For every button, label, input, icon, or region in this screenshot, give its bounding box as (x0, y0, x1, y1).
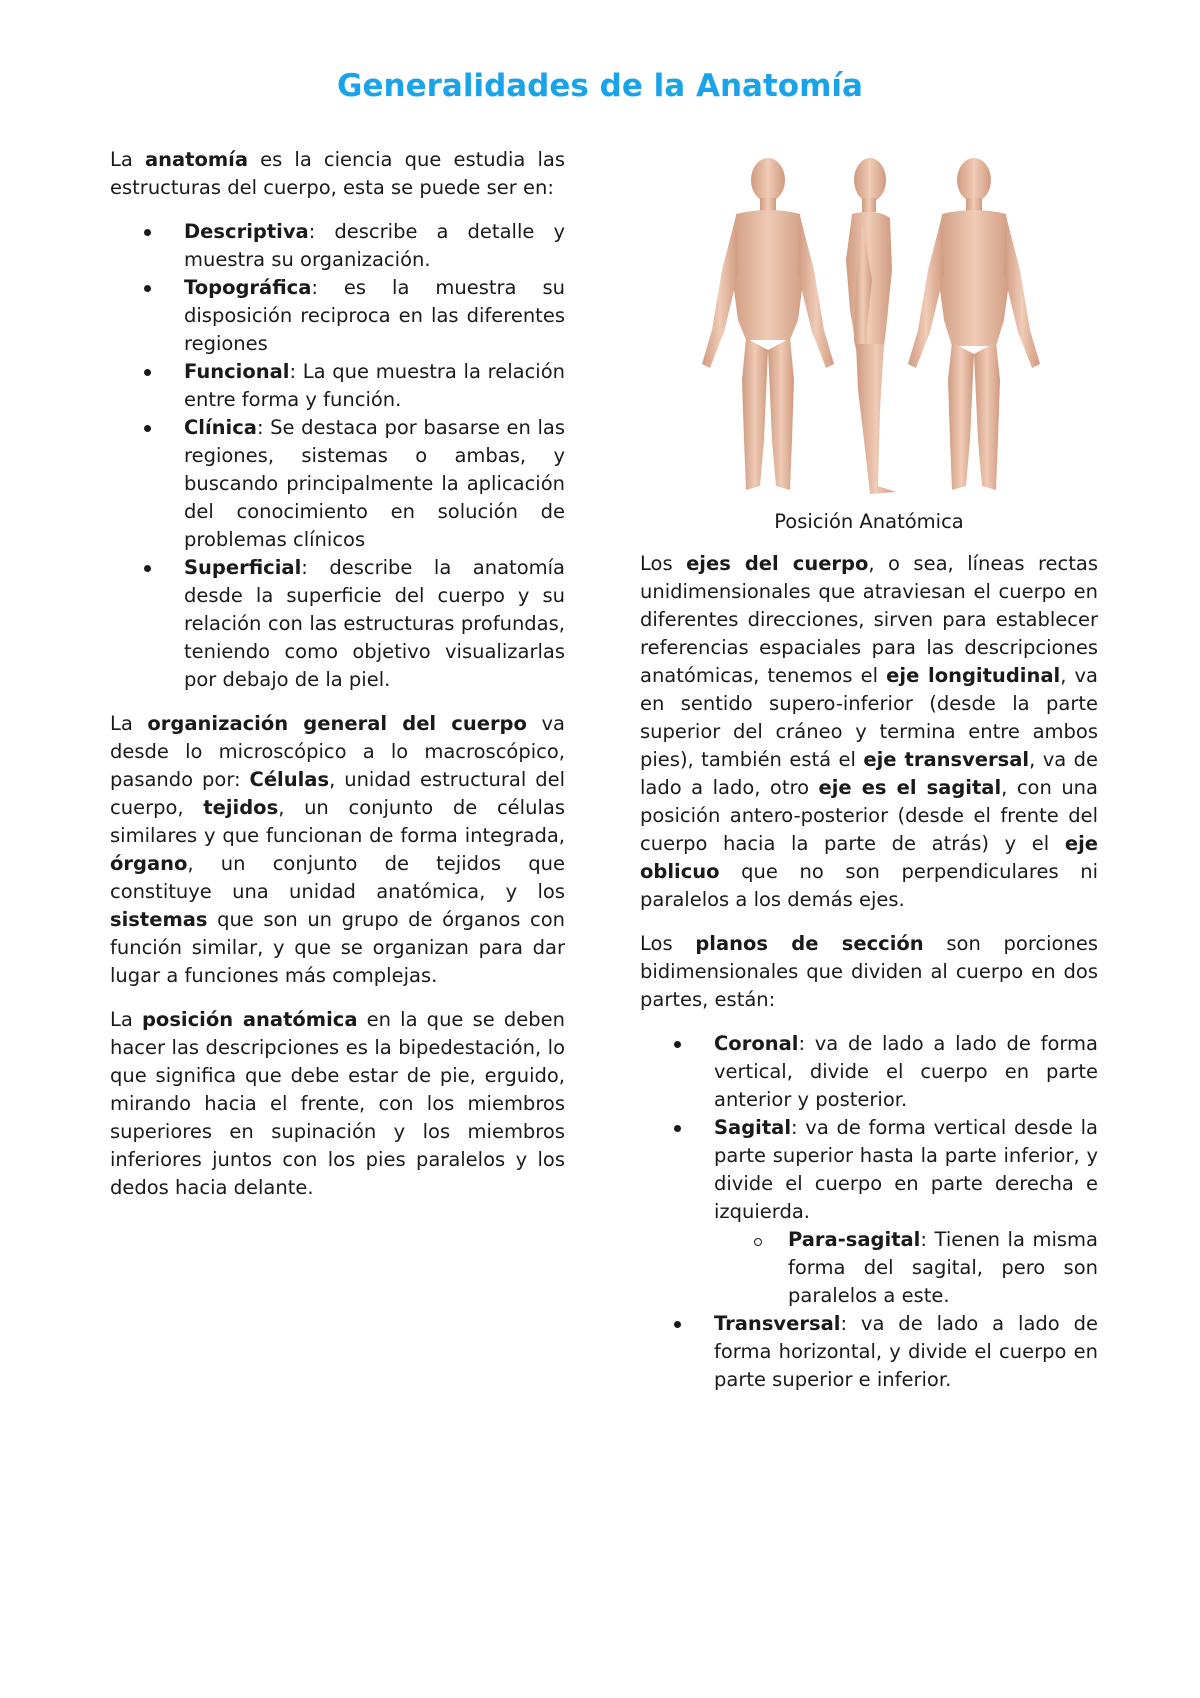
position-paragraph (110, 1006, 565, 1202)
bullet-icon (144, 425, 151, 432)
sub-list-item (714, 1226, 1098, 1310)
text-run: : va de forma vertical desde la parte superior hasta la parte inferior, y divide el cuerpo en parte derecha e izquierda. (714, 1116, 1098, 1223)
figure-caption: Posición Anatómica (774, 510, 964, 533)
bold-term: Coronal (714, 1032, 799, 1055)
text-run: , va de lado a lado, otro (640, 748, 1098, 799)
list-item (640, 1114, 1098, 1310)
anatomy-types-list (110, 218, 565, 694)
text-run: , con una posición antero-posterior (desde el frente del cuerpo hacia la parte de atrás) y el (640, 776, 1098, 855)
text-run: que son un grupo de órganos con función similar, y que se organizan para dar lugar a funciones más complejas. (110, 908, 565, 987)
text-run: son porciones bidimensionales que dividen al cuerpo en dos partes, están: (640, 932, 1098, 1011)
text-run: : va de lado a lado de forma horizontal, y divide el cuerpo en parte superior e inferior. (714, 1312, 1098, 1391)
planes-list (640, 1030, 1098, 1394)
bullet-icon (144, 369, 151, 376)
list-item (640, 1030, 1098, 1114)
text-run: : La que muestra la relación entre forma y función. (184, 360, 565, 411)
text-run: : es la muestra su disposición reciproca en las diferentes regiones (184, 276, 565, 355)
text-run: : Tienen la misma forma del sagital, pero son paralelos a este. (788, 1228, 1098, 1307)
bold-term: eje longitudinal (886, 664, 1061, 687)
text-run: , un conjunto de tejidos que constituye una unidad anatómica, y los (110, 852, 565, 903)
text-run: , un conjunto de células similares y que funcionan de forma integrada, (110, 796, 565, 847)
text-run: : describe la anatomía desde la superficie del cuerpo y su relación con las estructuras profundas, teniendo como objetivo visualizarlas por debajo de la piel. (184, 556, 565, 691)
bold-term: Transversal (714, 1312, 841, 1335)
text-run: La (110, 1008, 142, 1031)
bullet-icon (674, 1125, 681, 1132)
bold-term: organización general del cuerpo (147, 712, 527, 735)
text-run: Los (640, 932, 696, 955)
text-run: : va de lado a lado de forma vertical, divide el cuerpo en parte anterior y posterior. (714, 1032, 1098, 1111)
text-run: , va en sentido supero-inferior (desde la parte superior del cráneo y termina entre ambos pies), también está el (640, 664, 1098, 771)
bold-term: planos de sección (695, 932, 924, 955)
list-item (110, 414, 565, 554)
bold-term: órgano (110, 852, 188, 875)
bold-term: posición anatómica (141, 1008, 358, 1031)
bullet-icon (144, 565, 151, 572)
bold-term: Superficial (184, 556, 302, 579)
bold-term: Clínica (184, 416, 257, 439)
bold-term: Para-sagital (788, 1228, 921, 1251)
bold-term: sistemas (110, 908, 208, 931)
organization-paragraph (110, 710, 565, 990)
text-run: Los (640, 552, 687, 575)
bold-term: ejes del cuerpo (686, 552, 869, 575)
bullet-icon (144, 229, 151, 236)
text-run: : Se destaca por basarse en las regiones, sistemas o ambas, y buscando principalmente la aplicación del conocimiento en solución de problemas clínicos (184, 416, 565, 551)
list-item (110, 554, 565, 694)
list-item (110, 218, 565, 274)
front-view-figure (702, 158, 834, 490)
list-item (640, 1310, 1098, 1394)
text-run: que no son perpendiculares ni paralelos a los demás ejes. (640, 860, 1098, 911)
intro-paragraph (110, 146, 565, 202)
bold-term: Sagital (714, 1116, 792, 1139)
left-column (110, 146, 565, 1218)
list-item (110, 358, 565, 414)
sub-list (714, 1226, 1098, 1310)
side-view-figure (846, 158, 896, 494)
anatomical-position-figure (640, 150, 1098, 502)
text-run: , o sea, líneas rectas unidimensionales que atraviesan el cuerpo en diferentes direcciones, sirven para establecer referencias espaciales para las descripciones anatómicas, tenemos el (640, 552, 1099, 687)
bold-term: eje oblicuo (640, 832, 1098, 883)
axes-paragraph (640, 550, 1098, 914)
text-run: va desde lo microscópico a lo macroscópico, pasando por: (110, 712, 565, 791)
text-run: La (110, 712, 148, 735)
bold-term: Descriptiva (184, 220, 309, 243)
planes-paragraph (640, 930, 1098, 1014)
bold-term: eje es el sagital (818, 776, 1002, 799)
bullet-icon (674, 1321, 681, 1328)
bold-term: tejidos (203, 796, 279, 819)
back-view-figure (908, 158, 1040, 490)
right-column (640, 150, 1098, 1410)
text-run: es la ciencia que estudia las estructuras del cuerpo, esta se puede ser en: (110, 148, 566, 199)
bold-term: Funcional (184, 360, 290, 383)
bold-term: Topográfica (184, 276, 312, 299)
ring-bullet-icon (754, 1238, 762, 1246)
list-item (110, 274, 565, 358)
text-run: en la que se deben hacer las descripciones es la bipedestación, lo que significa que debe estar de pie, erguido, mirando hacia el frente, con los miembros superiores en supinación y los miembros inferiores juntos con los pies paralelos y los dedos hacia delante. (110, 1008, 565, 1199)
bold-term: eje transversal (863, 748, 1030, 771)
text-run: : describe a detalle y muestra su organización. (184, 220, 565, 271)
page-title: Generalidades de la Anatomía (337, 68, 863, 104)
text-run: , unidad estructural del cuerpo, (110, 768, 565, 819)
bold-term: anatomía (144, 148, 249, 171)
bullet-icon (674, 1041, 681, 1048)
bullet-icon (144, 285, 151, 292)
bold-term: Células (249, 768, 330, 791)
text-run: La (110, 148, 145, 171)
human-figures-illustration (640, 150, 1098, 502)
